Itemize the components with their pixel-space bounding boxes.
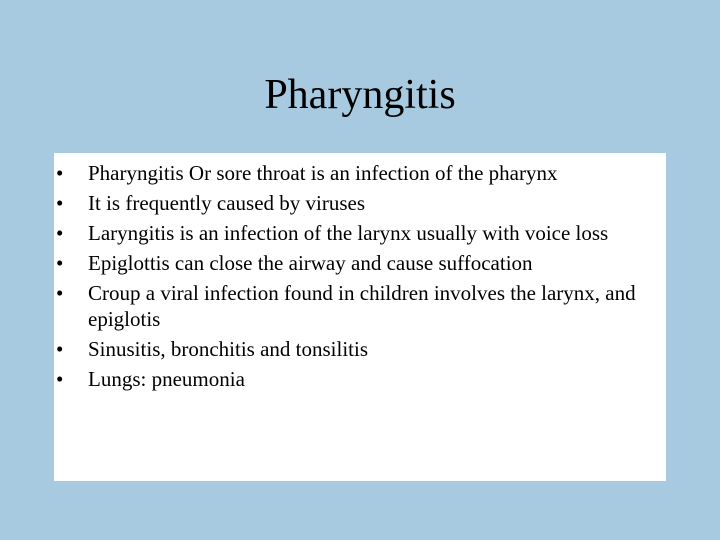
content-box [54, 153, 666, 481]
bullet-text: Lungs: pneumonia [88, 366, 245, 391]
bullet-item [54, 161, 654, 187]
bullet-text: Sinusitis, bronchitis and tonsilitis [88, 336, 369, 361]
bullet-symbol: • [56, 366, 64, 391]
bullet-item [54, 221, 654, 247]
bullet-text: Croup a viral infection found in children involves the larynx, and epiglotis [88, 281, 636, 331]
bullet-list [54, 161, 654, 397]
slide-title: Pharyngitis [264, 72, 456, 118]
bullet-text: Pharyngitis Or sore throat is an infection of the pharynx [88, 161, 558, 185]
bullet-symbol: • [56, 251, 64, 275]
bullet-symbol: • [56, 281, 64, 305]
bullet-symbol: • [56, 221, 64, 245]
bullet-item [54, 281, 654, 332]
bullet-text: Epiglottis can close the airway and cause suffocation [88, 251, 533, 275]
bullet-text: Laryngitis is an infection of the larynx usually with voice loss [88, 221, 609, 245]
bullet-symbol: • [56, 191, 64, 215]
bullet-text: It is frequently caused by viruses [88, 191, 366, 215]
bullet-symbol: • [56, 161, 64, 185]
bullet-item [54, 191, 654, 217]
bullet-item [54, 337, 654, 363]
bullet-item [54, 251, 654, 277]
bullet-item [54, 367, 654, 393]
bullet-symbol: • [56, 336, 64, 361]
